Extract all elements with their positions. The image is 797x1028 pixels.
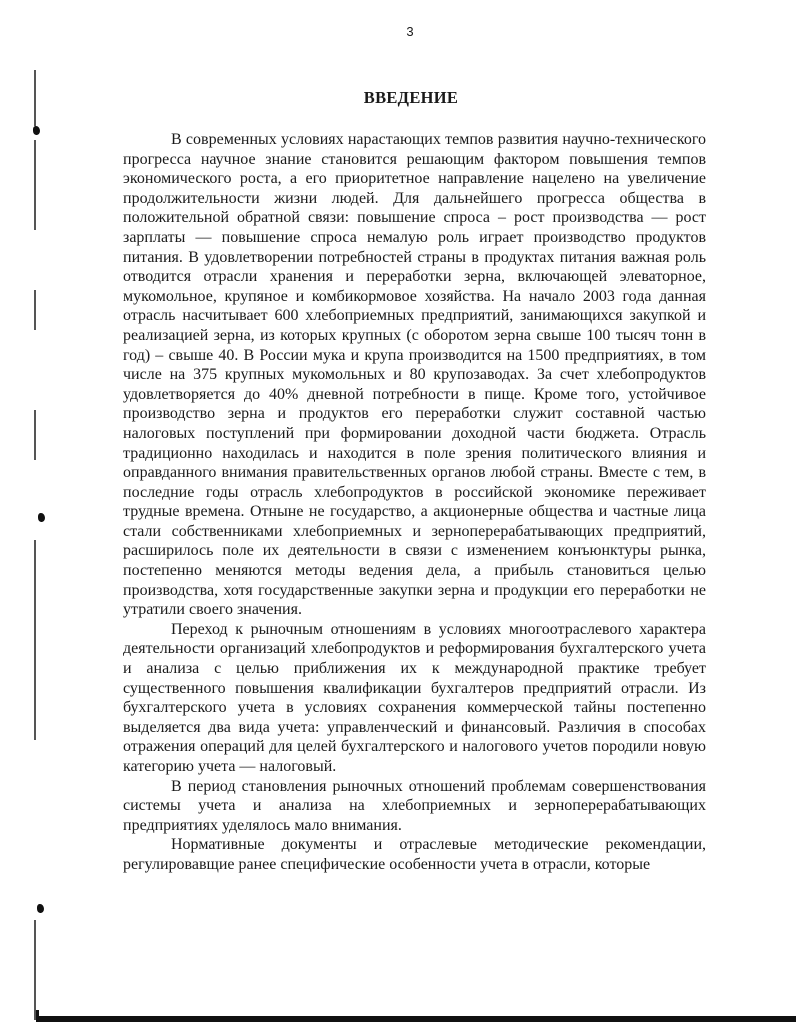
scan-margin-line	[34, 410, 36, 460]
paragraph: Нормативные документы и отраслевые методические рекомендации, регулировавщие ранее специфические особенности учета в отрасли, которые	[123, 836, 706, 873]
scan-margin-line	[34, 290, 36, 330]
scan-margin-line	[34, 920, 36, 1020]
body-text	[123, 130, 706, 875]
paragraph: В современных условиях нарастающих темпов развития научно-технического прогресса научное знание становится решающим фактором повышения темпов экономического роста, а его приоритетное направление нацелено на увеличение продолжительности жизни людей. Для дальнейшего прогресса общества в положительной обратной связи: повышение спроса – рост производства — рост зарплаты — повышение спроса немалую роль играет производство продуктов питания. В удовлетворении потребностей страны в продуктах питания важная роль отводится отрасли хранения и переработки зерна, включающей элеваторное, мукомольное, крупяное и комбикормовое хозяйства. На начало 2003 года данная отрасль насчитывает 600 хлебоприемных предприятий, занимающихся закупкой и реализацией зерна, из которых крупных (с оборотом зерна свыше 100 тысяч тонн в год) – свыше 40. В России мука и крупа производится на 1500 предприятиях, в том числе на 375 крупных мукомольных и 80 крупозаводах. За счет хлебопродуктов удовлетворяется до 40% дневной потребности в пище. Кроме того, устойчивое производство зерна и продуктов его переработки служит составной частью налоговых поступлений при формировании доходной части бюджета. Отрасль традиционно находилась и находится в поле зрения политического влияния и оправданного внимания правительственных органов любой страны. Вместе с тем, в последние годы отрасль хлебопродуктов в российской экономике переживает трудные времена. Отныне не государство, а акционерные общества и частные лица стали собственниками хлебоприемных и зерноперерабатывающих предприятий, расширилось поле их деятельности в связи с изменением конъюнктуры рынка, постепенно меняются методы ведения дела, а прибыль становиться целью производства, хотя государственные закупки зерна и продукции его переработки не утратили своего значения.	[123, 131, 706, 619]
page-number: 3	[406, 24, 414, 39]
scan-dot-mark	[33, 126, 40, 135]
scan-dot-mark	[37, 904, 44, 913]
paragraph: В период становления рыночных отношений проблемам совершенствования системы учета и анализа на хлебоприемных и зерноперерабатывающих предприятиях уделялось мало внимания.	[123, 777, 706, 834]
scan-dot-mark	[38, 513, 45, 522]
section-heading: ВВЕДЕНИЕ	[363, 88, 459, 107]
paragraph: Переход к рыночным отношениям в условиях многоотраслевого характера деятельности организаций хлебопродуктов и реформирования бухгалтерского учета и анализа с целью приближения их к международной практике требует существенного повышения квалификации бухгалтеров предприятий отрасли. Из бухгалтерского учета в условиях сохранения коммерческой тайны постепенно выделяется два вида учета: управленческий и финансовый. Различия в способах отражения операций для целей бухгалтерского и налогового учетов породили новую категорию учета — налоговый.	[123, 620, 706, 775]
scan-margin-line	[34, 540, 36, 740]
scan-bottom-edge	[36, 1016, 796, 1022]
scan-margin-line	[34, 140, 36, 230]
